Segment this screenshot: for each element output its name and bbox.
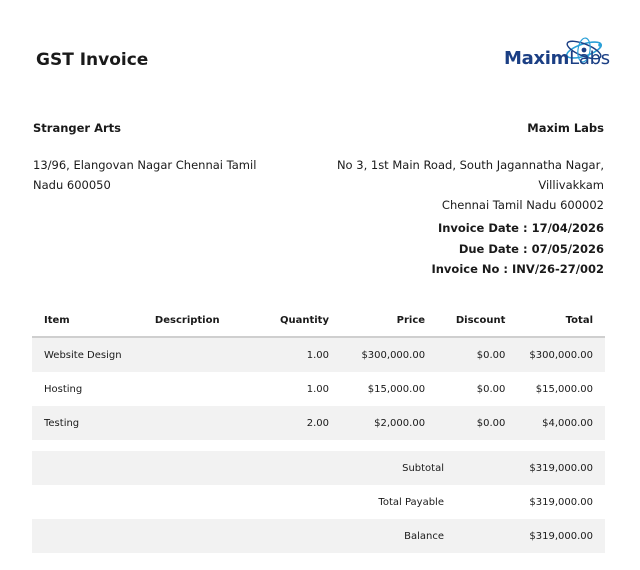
- invoice-title: GST Invoice: [36, 50, 149, 70]
- cell-description: [143, 372, 255, 406]
- total-payable-value: $319,000.00: [529, 496, 593, 508]
- logo-main-text: Maxim: [504, 48, 570, 69]
- company-logo: [504, 36, 610, 70]
- col-discount-header: Discount: [437, 304, 517, 337]
- col-total-header: Total: [517, 304, 605, 337]
- bill-from-address: [33, 155, 263, 195]
- bill-to-address-line1: No 3, 1st Main Road, South Jagannatha Nagar, Villivakkam: [336, 158, 604, 192]
- cell-price: $300,000.00: [341, 337, 437, 372]
- bill-to-address-line2: Chennai Tamil Nadu 600002: [441, 198, 604, 212]
- cell-quantity: 1.00: [254, 337, 341, 372]
- cell-price: $15,000.00: [367, 383, 426, 395]
- total-payable-row: [32, 485, 605, 519]
- invoice-date: Invoice Date : 17/04/2026: [437, 221, 604, 235]
- bill-from-address-line2: Nadu 600050: [33, 178, 111, 192]
- col-quantity-header: Quantity: [254, 304, 341, 337]
- cell-total: $4,000.00: [517, 406, 605, 440]
- subtotal-label: Subtotal: [32, 451, 456, 485]
- total-payable-label: Total Payable: [378, 496, 444, 508]
- cell-discount: $0.00: [437, 406, 517, 440]
- bill-from-address-line1: 13/96, Elangovan Nagar Chennai Tamil: [33, 158, 257, 172]
- cell-description: [143, 337, 255, 372]
- table-header-row: [32, 304, 605, 337]
- table-row: [32, 372, 605, 406]
- cell-item: Testing: [32, 406, 143, 440]
- subtotal-value: $319,000.00: [456, 451, 605, 485]
- cell-quantity: 1.00: [306, 383, 329, 395]
- cell-quantity: 2.00: [254, 406, 341, 440]
- balance-label: Balance: [32, 519, 456, 553]
- balance-value: $319,000.00: [456, 519, 605, 553]
- col-item-header: Item: [32, 304, 143, 337]
- cell-price: $2,000.00: [341, 406, 437, 440]
- due-date: Due Date : 07/05/2026: [458, 241, 604, 256]
- cell-total: $15,000.00: [535, 383, 593, 395]
- cell-item: Website Design: [32, 337, 143, 372]
- balance-row: [32, 519, 605, 553]
- cell-discount: $0.00: [437, 337, 517, 372]
- line-items-table: [32, 304, 605, 440]
- table-row: [32, 406, 605, 440]
- bill-from-name: Stranger Arts: [33, 121, 122, 135]
- bill-to-address: [274, 155, 604, 215]
- bill-to-name: Maxim Labs: [527, 121, 604, 135]
- col-price-header: Price: [341, 304, 437, 337]
- col-description-header: Description: [143, 304, 255, 337]
- invoice-number: Invoice No : INV/26-27/002: [431, 262, 604, 276]
- cell-item: Hosting: [44, 383, 83, 395]
- logo-sub-text: Labs: [569, 48, 610, 69]
- cell-total: $300,000.00: [517, 337, 605, 372]
- totals-table: [32, 451, 605, 553]
- invoice-meta: [431, 218, 604, 280]
- table-row: [32, 337, 605, 372]
- cell-description: [143, 406, 255, 440]
- cell-discount: $0.00: [476, 383, 506, 395]
- subtotal-row: [32, 451, 605, 485]
